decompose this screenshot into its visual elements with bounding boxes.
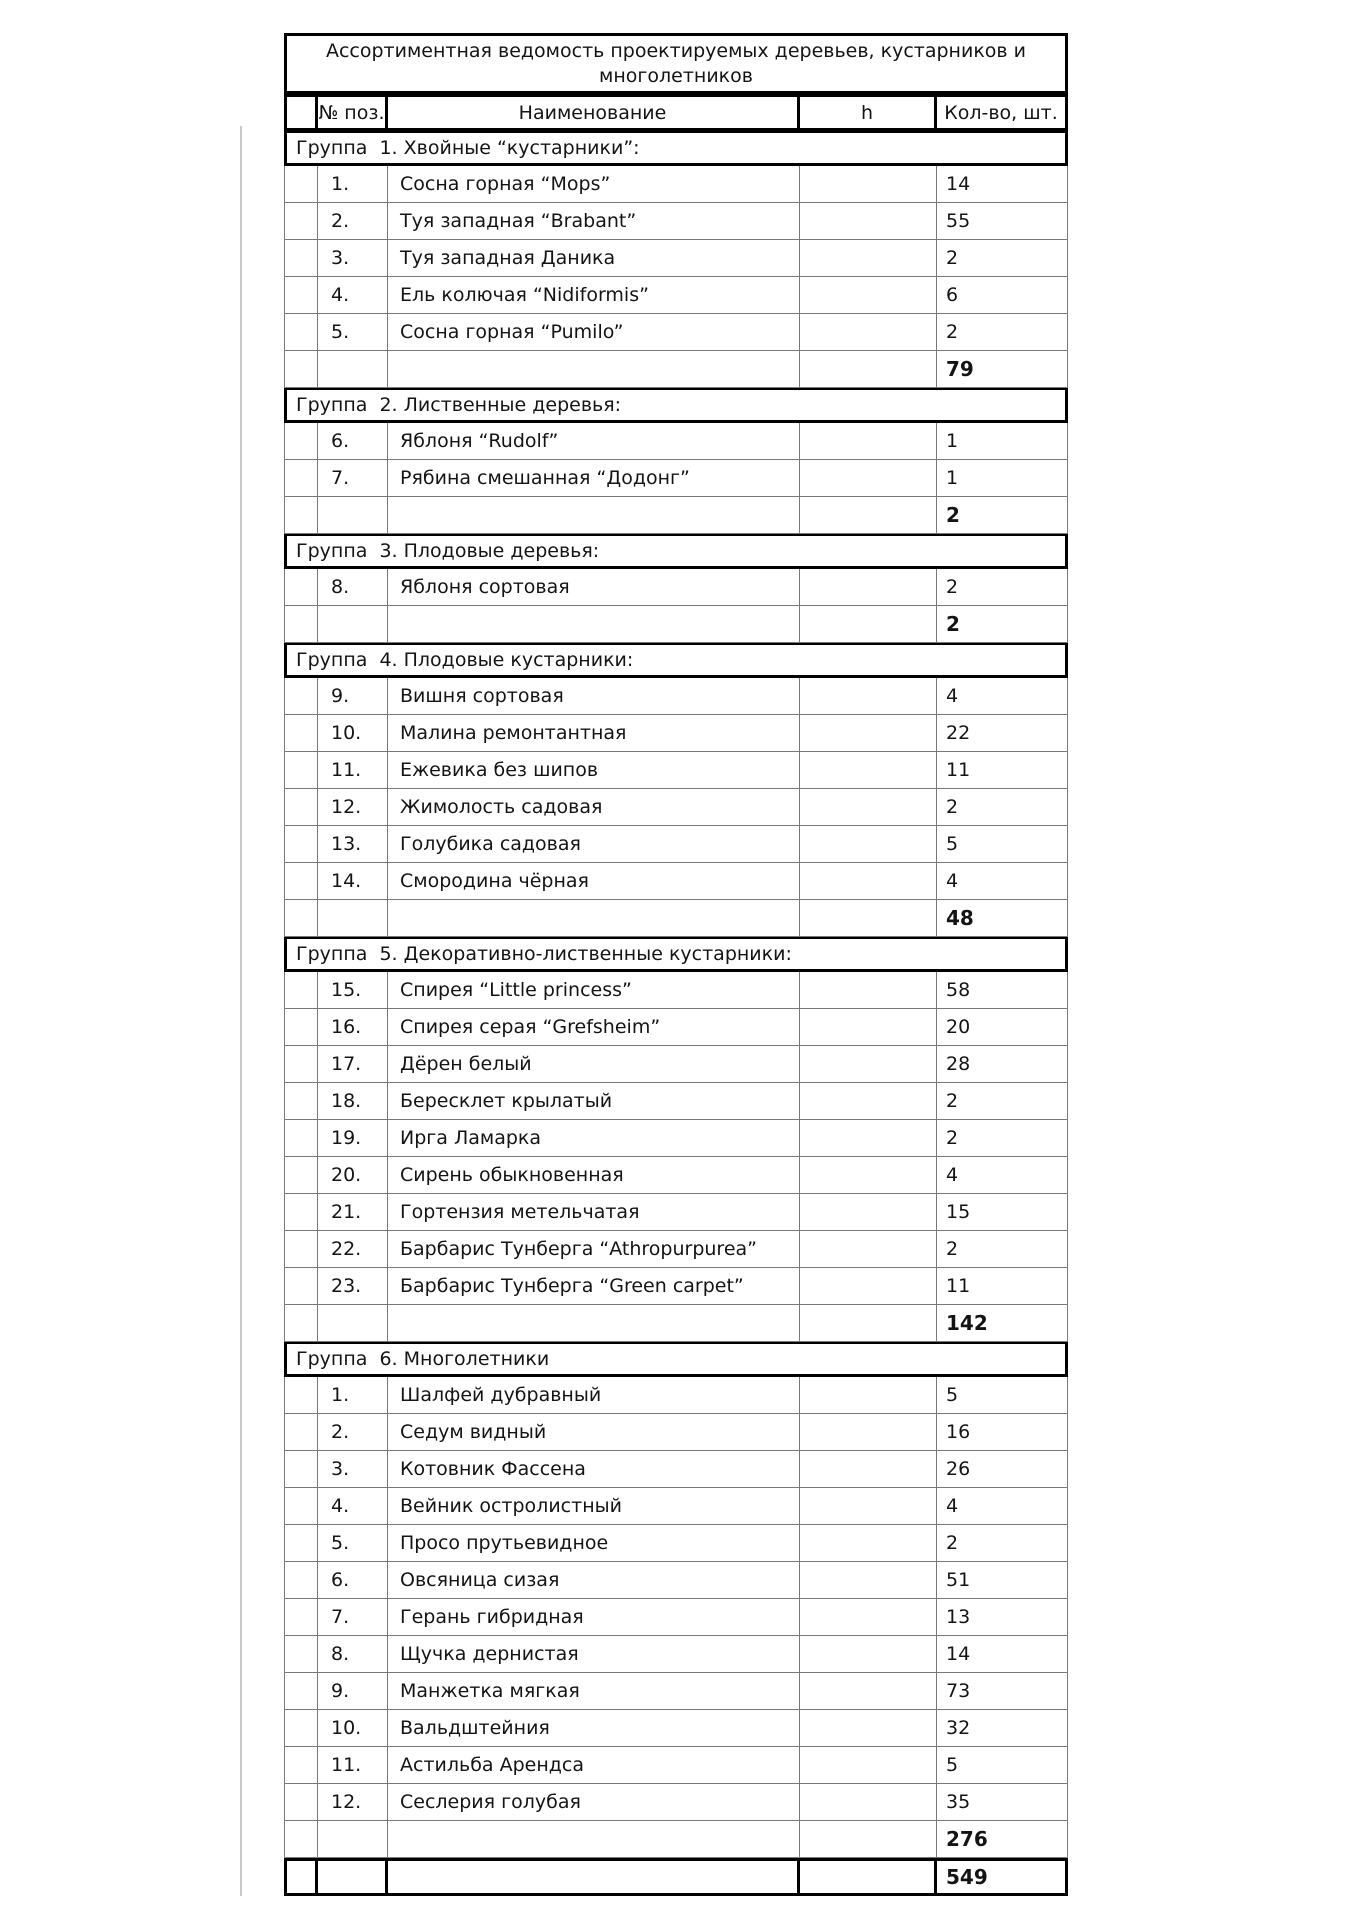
table-row bbox=[284, 1268, 1068, 1305]
qty-cell: 5 bbox=[937, 826, 1068, 863]
indent-cell bbox=[284, 900, 318, 937]
height-cell bbox=[800, 314, 937, 351]
indent-cell bbox=[284, 1083, 318, 1120]
name-cell bbox=[388, 1858, 800, 1896]
name-cell: Жимолость садовая bbox=[388, 789, 800, 826]
indent-cell bbox=[284, 1562, 318, 1599]
qty-cell: 2 bbox=[937, 1120, 1068, 1157]
name-cell: Барбарис Тунберга “Green carpet” bbox=[388, 1268, 800, 1305]
qty-cell: 5 bbox=[937, 1377, 1068, 1414]
name-cell: Вишня сортовая bbox=[388, 678, 800, 715]
table-row bbox=[284, 1747, 1068, 1784]
name-cell: Туя западная Даника bbox=[388, 240, 800, 277]
name-cell: Щучка дернистая bbox=[388, 1636, 800, 1673]
pos-cell: 23. bbox=[318, 1268, 388, 1305]
indent-cell bbox=[284, 497, 318, 534]
pos-cell: 5. bbox=[318, 314, 388, 351]
table-row bbox=[284, 1636, 1068, 1673]
column-header-pos: № поз. bbox=[318, 94, 388, 131]
height-cell bbox=[800, 1784, 937, 1821]
indent-cell bbox=[284, 1858, 318, 1896]
pos-cell: 13. bbox=[318, 826, 388, 863]
name-cell: Яблоня “Rudolf” bbox=[388, 423, 800, 460]
height-cell bbox=[800, 351, 937, 388]
height-cell bbox=[800, 1194, 937, 1231]
qty-cell: 58 bbox=[937, 972, 1068, 1009]
column-header-h: h bbox=[800, 94, 937, 131]
table-row bbox=[284, 240, 1068, 277]
table-title bbox=[284, 33, 1068, 94]
indent-cell bbox=[284, 277, 318, 314]
indent-cell bbox=[284, 1747, 318, 1784]
pos-cell bbox=[318, 497, 388, 534]
name-cell: Шалфей дубравный bbox=[388, 1377, 800, 1414]
pos-cell: 2. bbox=[318, 203, 388, 240]
table-row bbox=[284, 1673, 1068, 1710]
indent-cell bbox=[284, 1377, 318, 1414]
indent-cell bbox=[284, 1231, 318, 1268]
pos-cell: 7. bbox=[318, 460, 388, 497]
name-cell: Спирея серая “Grefsheim” bbox=[388, 1009, 800, 1046]
pos-cell: 20. bbox=[318, 1157, 388, 1194]
table-row bbox=[284, 863, 1068, 900]
subtotal-row bbox=[284, 900, 1068, 937]
name-cell: Ирга Ламарка bbox=[388, 1120, 800, 1157]
name-cell: Туя западная “Brabant” bbox=[388, 203, 800, 240]
indent-cell bbox=[284, 1046, 318, 1083]
indent-cell bbox=[284, 1305, 318, 1342]
table-row bbox=[284, 1083, 1068, 1120]
name-cell bbox=[388, 1821, 800, 1858]
name-cell: Барбарис Тунберга “Athropurpurea” bbox=[388, 1231, 800, 1268]
subtotal-value: 2 bbox=[937, 497, 1068, 534]
indent-cell bbox=[284, 351, 318, 388]
subtotal-value: 142 bbox=[937, 1305, 1068, 1342]
table-row bbox=[284, 569, 1068, 606]
group-header bbox=[284, 642, 1068, 678]
table-row bbox=[284, 752, 1068, 789]
name-cell: Герань гибридная bbox=[388, 1599, 800, 1636]
qty-cell: 16 bbox=[937, 1414, 1068, 1451]
qty-cell: 20 bbox=[937, 1009, 1068, 1046]
name-cell: Просо прутьевидное bbox=[388, 1525, 800, 1562]
indent-cell bbox=[284, 1636, 318, 1673]
indent-cell bbox=[284, 826, 318, 863]
qty-cell: 1 bbox=[937, 460, 1068, 497]
indent-cell bbox=[284, 1451, 318, 1488]
group-header bbox=[284, 130, 1068, 166]
subtotal-value: 79 bbox=[937, 351, 1068, 388]
name-cell: Седум видный bbox=[388, 1414, 800, 1451]
name-cell: Сирень обыкновенная bbox=[388, 1157, 800, 1194]
indent-cell bbox=[284, 1194, 318, 1231]
height-cell bbox=[800, 1414, 937, 1451]
indent-cell bbox=[284, 1821, 318, 1858]
table-row bbox=[284, 1377, 1068, 1414]
height-cell bbox=[800, 1747, 937, 1784]
group-header bbox=[284, 936, 1068, 972]
qty-cell: 35 bbox=[937, 1784, 1068, 1821]
pos-cell bbox=[318, 1305, 388, 1342]
group-header bbox=[284, 387, 1068, 423]
height-cell bbox=[800, 1488, 937, 1525]
height-cell bbox=[800, 972, 937, 1009]
table-row bbox=[284, 1451, 1068, 1488]
name-cell: Овсяница сизая bbox=[388, 1562, 800, 1599]
height-cell bbox=[800, 1009, 937, 1046]
pos-cell: 19. bbox=[318, 1120, 388, 1157]
table-row bbox=[284, 423, 1068, 460]
table-row bbox=[284, 715, 1068, 752]
qty-cell: 6 bbox=[937, 277, 1068, 314]
table-row bbox=[284, 1710, 1068, 1747]
column-header-blank bbox=[284, 94, 318, 131]
indent-cell bbox=[284, 460, 318, 497]
table-row bbox=[284, 1194, 1068, 1231]
height-cell bbox=[800, 423, 937, 460]
height-cell bbox=[800, 752, 937, 789]
name-cell bbox=[388, 497, 800, 534]
grand-total-value: 549 bbox=[937, 1858, 1068, 1896]
qty-cell: 2 bbox=[937, 1231, 1068, 1268]
name-cell: Рябина смешанная “Додонг” bbox=[388, 460, 800, 497]
qty-cell: 26 bbox=[937, 1451, 1068, 1488]
name-cell bbox=[388, 606, 800, 643]
pos-cell: 1. bbox=[318, 1377, 388, 1414]
pos-cell: 6. bbox=[318, 423, 388, 460]
qty-cell: 14 bbox=[937, 1636, 1068, 1673]
qty-cell: 4 bbox=[937, 1488, 1068, 1525]
height-cell bbox=[800, 1157, 937, 1194]
indent-cell bbox=[284, 752, 318, 789]
pos-cell: 6. bbox=[318, 1562, 388, 1599]
qty-cell: 5 bbox=[937, 1747, 1068, 1784]
table-row bbox=[284, 1562, 1068, 1599]
indent-cell bbox=[284, 1599, 318, 1636]
table-row bbox=[284, 1784, 1068, 1821]
pos-cell: 11. bbox=[318, 1747, 388, 1784]
table-row bbox=[284, 1414, 1068, 1451]
name-cell: Бересклет крылатый bbox=[388, 1083, 800, 1120]
name-cell: Дёрен белый bbox=[388, 1046, 800, 1083]
pos-cell: 9. bbox=[318, 1673, 388, 1710]
grand-total-row bbox=[284, 1858, 1068, 1896]
name-cell: Сосна горная “Mops” bbox=[388, 166, 800, 203]
table-row bbox=[284, 1231, 1068, 1268]
subtotal-row bbox=[284, 606, 1068, 643]
height-cell bbox=[800, 1268, 937, 1305]
table-row bbox=[284, 1525, 1068, 1562]
column-header-name: Наименование bbox=[388, 94, 800, 131]
height-cell bbox=[800, 240, 937, 277]
indent-cell bbox=[284, 423, 318, 460]
indent-cell bbox=[284, 606, 318, 643]
qty-cell: 22 bbox=[937, 715, 1068, 752]
pos-cell: 21. bbox=[318, 1194, 388, 1231]
indent-cell bbox=[284, 678, 318, 715]
qty-cell: 2 bbox=[937, 569, 1068, 606]
pos-cell: 5. bbox=[318, 1525, 388, 1562]
pos-cell: 8. bbox=[318, 1636, 388, 1673]
subtotal-row bbox=[284, 351, 1068, 388]
subtotal-row bbox=[284, 1305, 1068, 1342]
group-header-label: Группа 2. Лиственные деревья: bbox=[296, 394, 622, 417]
height-cell bbox=[800, 569, 937, 606]
height-cell bbox=[800, 1231, 937, 1268]
pos-cell: 18. bbox=[318, 1083, 388, 1120]
indent-cell bbox=[284, 1784, 318, 1821]
name-cell: Астильба Арендса bbox=[388, 1747, 800, 1784]
pos-cell: 3. bbox=[318, 1451, 388, 1488]
qty-cell: 2 bbox=[937, 314, 1068, 351]
qty-cell: 2 bbox=[937, 1525, 1068, 1562]
height-cell bbox=[800, 1636, 937, 1673]
table-row bbox=[284, 789, 1068, 826]
qty-cell: 11 bbox=[937, 1268, 1068, 1305]
qty-cell: 11 bbox=[937, 752, 1068, 789]
height-cell bbox=[800, 1710, 937, 1747]
name-cell bbox=[388, 900, 800, 937]
pos-cell: 10. bbox=[318, 715, 388, 752]
pos-cell bbox=[318, 1858, 388, 1896]
height-cell bbox=[800, 277, 937, 314]
subtotal-value: 48 bbox=[937, 900, 1068, 937]
indent-cell bbox=[284, 1525, 318, 1562]
table-row bbox=[284, 972, 1068, 1009]
pos-cell: 12. bbox=[318, 1784, 388, 1821]
height-cell bbox=[800, 863, 937, 900]
group-header-label: Группа 6. Многолетники bbox=[296, 1348, 550, 1371]
height-cell bbox=[800, 900, 937, 937]
table-row bbox=[284, 1157, 1068, 1194]
height-cell bbox=[800, 1120, 937, 1157]
height-cell bbox=[800, 166, 937, 203]
name-cell: Сеслерия голубая bbox=[388, 1784, 800, 1821]
qty-cell: 2 bbox=[937, 240, 1068, 277]
table-row bbox=[284, 1046, 1068, 1083]
subtotal-value: 2 bbox=[937, 606, 1068, 643]
height-cell bbox=[800, 715, 937, 752]
pos-cell: 17. bbox=[318, 1046, 388, 1083]
pos-cell: 11. bbox=[318, 752, 388, 789]
subtotal-row bbox=[284, 1821, 1068, 1858]
name-cell: Ель колючая “Nidiformis” bbox=[388, 277, 800, 314]
group-header bbox=[284, 1341, 1068, 1377]
table-row bbox=[284, 203, 1068, 240]
sheet-frame-line bbox=[240, 126, 242, 1896]
indent-cell bbox=[284, 1268, 318, 1305]
column-header-qty: Кол-во, шт. bbox=[937, 94, 1068, 131]
table-row bbox=[284, 460, 1068, 497]
indent-cell bbox=[284, 1009, 318, 1046]
height-cell bbox=[800, 1305, 937, 1342]
name-cell: Спирея “Little princess” bbox=[388, 972, 800, 1009]
table-row bbox=[284, 1120, 1068, 1157]
height-cell bbox=[800, 1451, 937, 1488]
table-row bbox=[284, 1488, 1068, 1525]
qty-cell: 2 bbox=[937, 789, 1068, 826]
header-row bbox=[284, 94, 1068, 131]
pos-cell: 14. bbox=[318, 863, 388, 900]
group-header-label: Группа 4. Плодовые кустарники: bbox=[296, 649, 634, 672]
table-row bbox=[284, 166, 1068, 203]
height-cell bbox=[800, 606, 937, 643]
indent-cell bbox=[284, 203, 318, 240]
table-row bbox=[284, 1599, 1068, 1636]
name-cell bbox=[388, 1305, 800, 1342]
height-cell bbox=[800, 1525, 937, 1562]
indent-cell bbox=[284, 1120, 318, 1157]
pos-cell bbox=[318, 900, 388, 937]
subtotal-value: 276 bbox=[937, 1821, 1068, 1858]
height-cell bbox=[800, 1821, 937, 1858]
height-cell bbox=[800, 1377, 937, 1414]
pos-cell: 10. bbox=[318, 1710, 388, 1747]
pos-cell: 8. bbox=[318, 569, 388, 606]
height-cell bbox=[800, 678, 937, 715]
height-cell bbox=[800, 1858, 937, 1896]
pos-cell: 15. bbox=[318, 972, 388, 1009]
height-cell bbox=[800, 203, 937, 240]
height-cell bbox=[800, 826, 937, 863]
indent-cell bbox=[284, 972, 318, 1009]
indent-cell bbox=[284, 1157, 318, 1194]
indent-cell bbox=[284, 715, 318, 752]
table-title-line1: Ассортиментная ведомость проектируемых деревьев, кустарников и bbox=[325, 40, 1027, 62]
pos-cell: 4. bbox=[318, 277, 388, 314]
group-header bbox=[284, 533, 1068, 569]
qty-cell: 51 bbox=[937, 1562, 1068, 1599]
qty-cell: 1 bbox=[937, 423, 1068, 460]
height-cell bbox=[800, 1599, 937, 1636]
table-row bbox=[284, 1009, 1068, 1046]
qty-cell: 2 bbox=[937, 1083, 1068, 1120]
indent-cell bbox=[284, 1488, 318, 1525]
table-row bbox=[284, 314, 1068, 351]
pos-cell: 16. bbox=[318, 1009, 388, 1046]
name-cell: Вейник остролистный bbox=[388, 1488, 800, 1525]
height-cell bbox=[800, 1046, 937, 1083]
group-header-label: Группа 1. Хвойные “кустарники”: bbox=[296, 137, 640, 160]
height-cell bbox=[800, 1562, 937, 1599]
pos-cell: 1. bbox=[318, 166, 388, 203]
indent-cell bbox=[284, 166, 318, 203]
name-cell: Сосна горная “Pumilo” bbox=[388, 314, 800, 351]
group-header-label: Группа 3. Плодовые деревья: bbox=[296, 540, 600, 563]
qty-cell: 14 bbox=[937, 166, 1068, 203]
height-cell bbox=[800, 1083, 937, 1120]
name-cell: Яблоня сортовая bbox=[388, 569, 800, 606]
pos-cell: 3. bbox=[318, 240, 388, 277]
indent-cell bbox=[284, 789, 318, 826]
qty-cell: 15 bbox=[937, 1194, 1068, 1231]
name-cell: Гортензия метельчатая bbox=[388, 1194, 800, 1231]
height-cell bbox=[800, 497, 937, 534]
pos-cell: 22. bbox=[318, 1231, 388, 1268]
height-cell bbox=[800, 789, 937, 826]
height-cell bbox=[800, 460, 937, 497]
pos-cell bbox=[318, 351, 388, 388]
qty-cell: 4 bbox=[937, 863, 1068, 900]
qty-cell: 28 bbox=[937, 1046, 1068, 1083]
name-cell: Ежевика без шипов bbox=[388, 752, 800, 789]
qty-cell: 55 bbox=[937, 203, 1068, 240]
height-cell bbox=[800, 1673, 937, 1710]
group-header-label: Группа 5. Декоративно-лиственные кустарники: bbox=[296, 943, 792, 966]
name-cell: Котовник Фассена bbox=[388, 1451, 800, 1488]
qty-cell: 4 bbox=[937, 1157, 1068, 1194]
name-cell: Малина ремонтантная bbox=[388, 715, 800, 752]
indent-cell bbox=[284, 240, 318, 277]
pos-cell: 12. bbox=[318, 789, 388, 826]
pos-cell: 9. bbox=[318, 678, 388, 715]
name-cell: Смородина чёрная bbox=[388, 863, 800, 900]
name-cell: Манжетка мягкая bbox=[388, 1673, 800, 1710]
name-cell bbox=[388, 351, 800, 388]
indent-cell bbox=[284, 1414, 318, 1451]
pos-cell: 7. bbox=[318, 1599, 388, 1636]
qty-cell: 73 bbox=[937, 1673, 1068, 1710]
indent-cell bbox=[284, 314, 318, 351]
pos-cell bbox=[318, 606, 388, 643]
subtotal-row bbox=[284, 497, 1068, 534]
table-row bbox=[284, 826, 1068, 863]
pos-cell: 2. bbox=[318, 1414, 388, 1451]
qty-cell: 32 bbox=[937, 1710, 1068, 1747]
indent-cell bbox=[284, 569, 318, 606]
pos-cell: 4. bbox=[318, 1488, 388, 1525]
name-cell: Вальдштейния bbox=[388, 1710, 800, 1747]
qty-cell: 13 bbox=[937, 1599, 1068, 1636]
indent-cell bbox=[284, 1710, 318, 1747]
table-title-line2: многолетников bbox=[599, 64, 753, 87]
table-row bbox=[284, 277, 1068, 314]
table-row bbox=[284, 678, 1068, 715]
qty-cell: 4 bbox=[937, 678, 1068, 715]
pos-cell bbox=[318, 1821, 388, 1858]
indent-cell bbox=[284, 863, 318, 900]
indent-cell bbox=[284, 1673, 318, 1710]
name-cell: Голубика садовая bbox=[388, 826, 800, 863]
assortment-table bbox=[284, 33, 1068, 1896]
